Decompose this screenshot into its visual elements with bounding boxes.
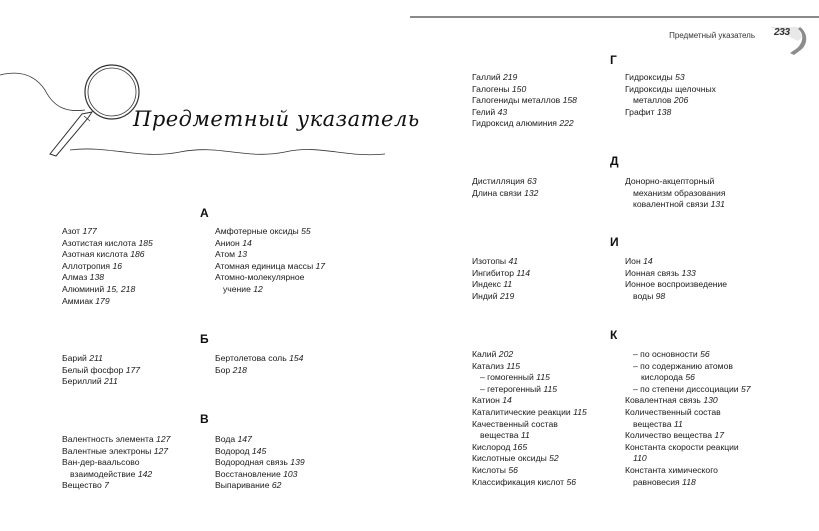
entry-term: Константа скорости реакции <box>625 441 739 452</box>
entry-page-ref: 130 <box>703 395 718 406</box>
entry-page-ref: 17 <box>315 260 326 271</box>
index-entry <box>215 261 325 273</box>
index-entry <box>472 349 587 361</box>
index-entry <box>625 199 726 211</box>
index-entry <box>215 353 303 365</box>
entry-page-ref: 115 <box>543 383 558 394</box>
entry-term: Атомно-молекулярное <box>215 272 305 283</box>
index-column <box>472 72 577 130</box>
index-entry <box>625 95 716 107</box>
entry-page-ref: 12 <box>253 283 263 294</box>
section-letter-a: А <box>200 206 209 220</box>
index-entry <box>472 384 587 396</box>
section-letter-i: И <box>610 235 619 249</box>
entry-page-ref: 13 <box>237 249 248 260</box>
entry-term: кислорода <box>641 372 686 383</box>
page-number-tab <box>768 23 810 57</box>
entry-page-ref: 56 <box>700 349 710 359</box>
entry-page-ref: 16 <box>112 260 123 271</box>
index-entry <box>472 453 587 465</box>
entry-page-ref: 127 <box>156 434 171 444</box>
entry-term: Ион <box>625 256 644 266</box>
entry-term: Амфотерные оксиды <box>215 226 302 236</box>
entry-term: Азот <box>62 226 83 236</box>
entry-term: Ковалентная связь <box>625 395 704 406</box>
entry-page-ref: 127 <box>153 445 169 456</box>
entry-page-ref: 17 <box>714 430 724 441</box>
entry-page-ref: 131 <box>710 199 725 210</box>
entry-page-ref: 145 <box>251 445 267 456</box>
entry-term: Восстановление <box>215 468 284 479</box>
entry-term: Атомная единица массы <box>215 260 316 271</box>
entry-term: – по основности <box>633 349 701 359</box>
index-entry <box>62 261 153 273</box>
index-entry <box>625 442 751 454</box>
entry-page-ref: 103 <box>283 468 298 479</box>
entry-page-ref: 118 <box>682 476 696 487</box>
index-column <box>215 226 325 296</box>
index-entry <box>472 395 587 407</box>
entry-term: Алюминий <box>62 283 107 294</box>
entry-term: Барий <box>62 353 90 363</box>
entry-term: Ионная связь <box>625 267 682 278</box>
entry-term: Алмаз <box>62 272 90 283</box>
index-entry <box>62 353 140 365</box>
entry-page-ref: 154 <box>289 353 304 363</box>
entry-term: Бор <box>215 364 233 375</box>
entry-term: Галогены <box>472 83 512 94</box>
entry-page-ref: 98 <box>655 290 666 301</box>
entry-page-ref: 165 <box>512 441 528 452</box>
index-entry <box>472 442 587 454</box>
entry-term: Вещество <box>62 480 105 491</box>
index-entry <box>62 365 140 377</box>
entry-term: Графит <box>625 106 657 117</box>
entry-term: Длина связи <box>472 187 525 198</box>
entry-page-ref: 219 <box>499 290 515 301</box>
index-entry <box>215 434 305 446</box>
entry-term: Азотная кислота <box>62 249 131 260</box>
index-entry <box>62 284 153 296</box>
entry-page-ref: 142 <box>137 468 153 479</box>
entry-page-ref: 41 <box>508 256 519 266</box>
entry-page-ref: 62 <box>271 480 282 491</box>
entry-page-ref: 218 <box>232 364 247 375</box>
entry-page-ref: 139 <box>290 457 305 468</box>
section-letter-k: К <box>610 328 618 342</box>
entry-term: учение <box>223 283 254 294</box>
entry-page-ref: 115 <box>573 406 587 417</box>
entry-page-ref: 158 <box>562 95 577 106</box>
section-letter-g: Г <box>610 53 617 67</box>
index-entry <box>472 95 577 107</box>
entry-page-ref: 206 <box>673 95 689 106</box>
index-entry <box>472 279 530 291</box>
entry-term: Константа химического <box>625 464 718 475</box>
index-entry <box>625 72 716 84</box>
magnifier-lens-icon <box>85 65 139 119</box>
index-entry <box>625 176 726 188</box>
entry-term: – гетерогенный <box>480 383 544 394</box>
page-number: 233 <box>774 27 790 38</box>
index-entry <box>625 453 751 465</box>
index-entry <box>62 446 170 458</box>
index-entry <box>62 238 153 250</box>
index-entry <box>215 226 325 238</box>
entry-page-ref: 115 <box>506 360 521 371</box>
entry-term: Бериллий <box>62 376 105 387</box>
page-title: Предметный указатель <box>133 107 420 131</box>
index-entry <box>625 256 727 268</box>
index-column <box>215 353 303 376</box>
entry-page-ref: 7 <box>104 480 109 491</box>
entry-term: Валентные электроны <box>62 445 154 456</box>
entry-term: вещества <box>633 418 674 429</box>
header-rule <box>410 16 819 18</box>
index-entry <box>625 279 727 291</box>
entry-term: Азотистая кислота <box>62 237 139 248</box>
entry-term: механизм образования <box>633 187 726 198</box>
index-column <box>215 434 305 492</box>
entry-term: Ионное воспроизведение <box>625 279 728 290</box>
index-entry <box>625 407 751 419</box>
entry-page-ref: 14 <box>502 395 512 406</box>
entry-term: Валентность элемента <box>62 434 157 444</box>
index-column <box>62 434 170 492</box>
entry-term: Галогениды металлов <box>472 95 563 106</box>
index-entry <box>472 118 577 130</box>
index-entry <box>472 72 577 84</box>
entry-page-ref: 219 <box>502 72 518 82</box>
entry-page-ref: 202 <box>498 349 514 359</box>
index-entry <box>625 84 716 96</box>
index-entry <box>625 188 726 200</box>
entry-term: Галлий <box>472 72 503 82</box>
entry-page-ref: 55 <box>301 226 311 236</box>
index-entry <box>472 361 587 373</box>
entry-page-ref: 14 <box>242 237 252 248</box>
index-entry <box>62 272 153 284</box>
entry-page-ref: 138 <box>89 272 105 283</box>
index-column <box>62 353 140 388</box>
index-column <box>625 176 726 211</box>
section-letter-v: В <box>200 412 209 426</box>
index-entry <box>625 419 751 431</box>
index-entry <box>472 84 577 96</box>
index-entry <box>62 480 170 492</box>
index-entry <box>215 480 305 492</box>
index-entry <box>472 188 538 200</box>
entry-page-ref: 11 <box>520 430 530 441</box>
entry-page-ref: 186 <box>130 249 145 260</box>
entry-term: Кислород <box>472 441 513 452</box>
index-entry <box>472 430 587 442</box>
entry-page-ref: 43 <box>497 106 508 117</box>
entry-page-ref: 179 <box>95 295 110 306</box>
entry-page-ref: 57 <box>740 383 751 394</box>
index-column <box>62 226 153 307</box>
running-head: Предметный указатель <box>669 31 755 40</box>
index-column <box>472 349 587 488</box>
index-entry <box>625 107 716 119</box>
entry-page-ref: 14 <box>643 256 653 266</box>
entry-term: – гомогенный <box>480 372 537 383</box>
index-entry <box>215 457 305 469</box>
entry-page-ref: 52 <box>549 453 559 464</box>
entry-page-ref: 222 <box>559 118 574 129</box>
index-entry <box>62 434 170 446</box>
entry-page-ref: 177 <box>125 364 141 375</box>
entry-term: ковалентной связи <box>633 199 711 210</box>
entry-term: Катион <box>472 395 503 406</box>
entry-term: Индекс <box>472 279 504 290</box>
entry-term: металлов <box>633 95 674 106</box>
entry-term: Дистилляция <box>472 176 528 186</box>
entry-term: Аммиак <box>62 295 96 306</box>
index-entry <box>625 372 751 384</box>
entry-term: – по степени диссоциации <box>633 383 741 394</box>
index-entry <box>215 238 325 250</box>
index-column <box>472 256 530 302</box>
index-column <box>625 72 716 118</box>
section-letter-d: Д <box>610 154 619 168</box>
entry-page-ref: 132 <box>524 187 539 198</box>
index-entry <box>62 249 153 261</box>
index-entry <box>215 249 325 261</box>
entry-term: Кислотные оксиды <box>472 453 550 464</box>
index-entry <box>215 284 325 296</box>
index-entry <box>472 407 587 419</box>
index-entry <box>625 465 751 477</box>
entry-term: Каталитические реакции <box>472 406 574 417</box>
entry-term: Водород <box>215 445 252 456</box>
entry-page-ref: 114 <box>516 267 531 278</box>
entry-term: Гелий <box>472 106 498 117</box>
index-entry <box>472 477 587 489</box>
entry-term: Количество вещества <box>625 430 715 441</box>
entry-term: вещества <box>480 430 521 441</box>
entry-term: Атом <box>215 249 238 260</box>
entry-term: Количественный состав <box>625 406 721 417</box>
entry-term: Вода <box>215 434 238 444</box>
index-entry <box>215 365 303 377</box>
entry-term: Индий <box>472 290 500 301</box>
entry-term: Классификация кислот <box>472 476 567 487</box>
entry-term: Выпаривание <box>215 480 272 491</box>
entry-page-ref: 56 <box>566 476 577 487</box>
entry-term: Калий <box>472 349 499 359</box>
entry-page-ref: 53 <box>675 72 685 82</box>
entry-term: Анион <box>215 237 243 248</box>
entry-term: Гидроксиды <box>625 72 676 82</box>
entry-term: равновесия <box>633 476 683 487</box>
entry-page-ref: 211 <box>104 376 118 387</box>
index-entry <box>625 361 751 373</box>
index-column <box>472 176 538 199</box>
entry-term: Водородная связь <box>215 457 291 468</box>
index-entry <box>472 465 587 477</box>
entry-page-ref: 177 <box>82 226 97 236</box>
entry-page-ref: 133 <box>681 267 696 278</box>
index-entry <box>215 272 325 284</box>
index-entry <box>62 457 170 469</box>
index-entry <box>625 395 751 407</box>
index-entry <box>625 430 751 442</box>
index-entry <box>62 296 153 308</box>
right-page <box>410 0 819 531</box>
index-entry <box>472 256 530 268</box>
entry-page-ref: 150 <box>511 83 527 94</box>
index-entry <box>62 376 140 388</box>
entry-page-ref: 115 <box>536 372 550 383</box>
entry-term: взаимодействие <box>70 468 138 479</box>
index-entry <box>472 176 538 188</box>
entry-page-ref: 63 <box>527 176 537 186</box>
entry-term: Изотопы <box>472 256 509 266</box>
entry-term: – по содержанию атомов <box>633 360 733 371</box>
index-entry <box>215 446 305 458</box>
entry-page-ref: 185 <box>138 237 153 248</box>
index-entry <box>625 291 727 303</box>
section-letter-b: Б <box>200 332 209 346</box>
entry-term: Аллотропия <box>62 260 113 271</box>
index-entry <box>62 469 170 481</box>
index-column <box>625 256 727 302</box>
entry-page-ref: 138 <box>656 106 672 117</box>
entry-page-ref: 11 <box>673 418 683 429</box>
index-entry <box>472 107 577 119</box>
entry-term: Катализ <box>472 360 507 371</box>
entry-page-ref: 11 <box>503 279 513 290</box>
entry-term: Гидроксиды щелочных <box>625 83 716 94</box>
entry-term: Кислоты <box>472 464 509 475</box>
index-entry <box>625 268 727 280</box>
index-entry <box>625 384 751 396</box>
entry-page-ref: 56 <box>685 372 695 383</box>
index-entry <box>472 419 587 431</box>
index-entry <box>472 291 530 303</box>
index-entry <box>625 349 751 361</box>
entry-term: Ван-дер-ваальсово <box>62 457 140 468</box>
entry-term: Бертолетова соль <box>215 353 290 363</box>
entry-page-ref: 56 <box>508 464 518 475</box>
entry-page-ref: 147 <box>237 434 252 444</box>
entry-term: воды <box>633 290 656 301</box>
entry-term: Гидроксид алюминия <box>472 118 560 129</box>
index-entry <box>625 477 751 489</box>
index-entry <box>62 226 153 238</box>
index-entry <box>472 372 587 384</box>
entry-page-ref: 15, 218 <box>106 283 136 294</box>
entry-term: Качественный состав <box>472 418 558 429</box>
index-entry <box>472 268 530 280</box>
entry-term: Белый фосфор <box>62 364 126 375</box>
index-column <box>625 349 751 488</box>
entry-page-ref: 211 <box>89 353 103 363</box>
entry-term: Донорно-акцепторный <box>625 176 715 186</box>
entry-page-ref: 110 <box>633 453 647 464</box>
entry-term: Ингибитор <box>472 267 517 278</box>
index-entry <box>215 469 305 481</box>
